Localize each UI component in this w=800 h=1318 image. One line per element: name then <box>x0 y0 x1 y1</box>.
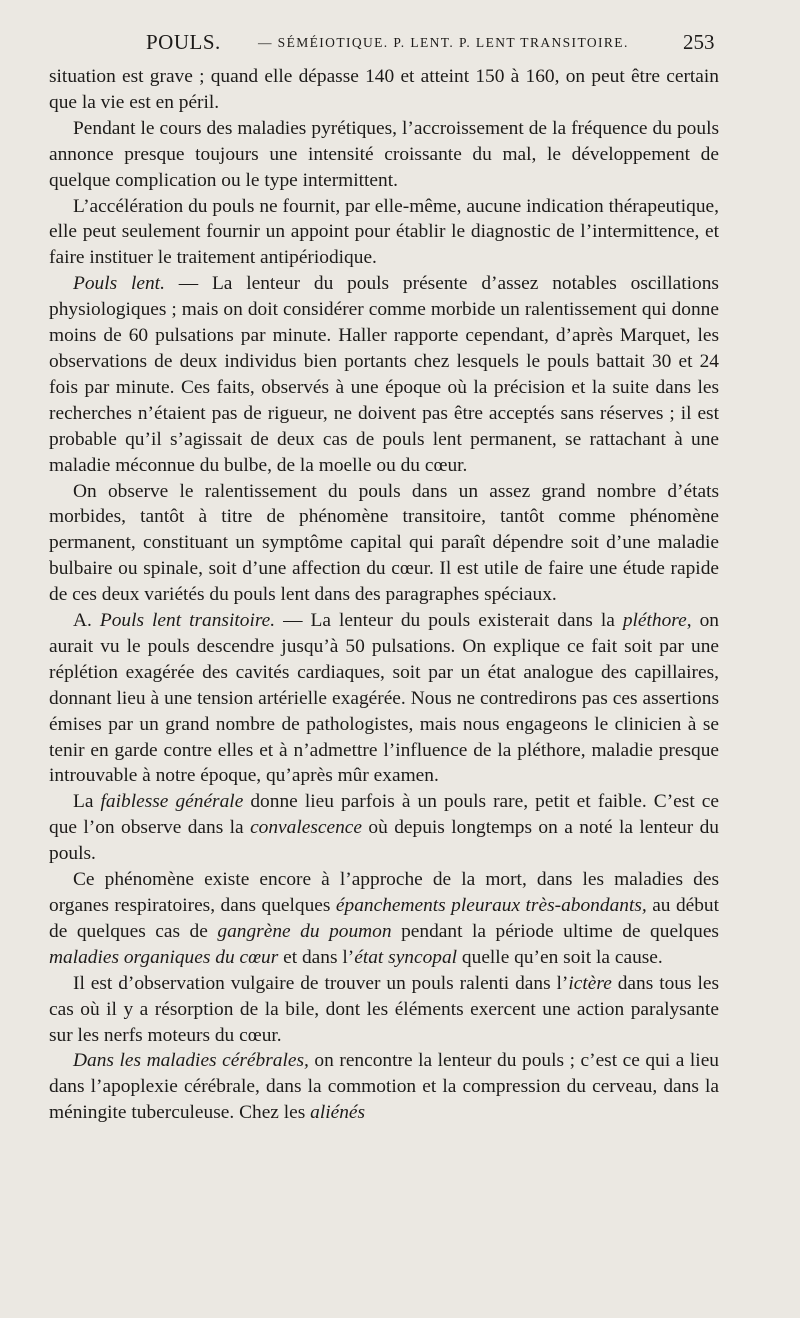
text-run: La <box>73 791 101 813</box>
paragraph <box>49 608 719 789</box>
paragraph <box>49 271 719 478</box>
header-title: POULS. <box>146 30 221 54</box>
text-run: où depuis longtemps on a noté la lenteur du pouls. <box>49 817 720 865</box>
text-run: quelle qu’en soit la cause. <box>457 946 663 968</box>
text-run: dans tous les cas où il y a résorption de la bile, dont les éléments exercent une action paralysante sur les nerfs moteurs du cœur. <box>49 972 719 1046</box>
text-run: A. <box>73 610 100 632</box>
italic-run: pléthore <box>622 610 687 632</box>
paragraph <box>49 194 719 272</box>
italic-run: ictère <box>568 972 612 994</box>
text-run: au début de quelques cas de <box>49 895 720 942</box>
italic-run: Dans les maladies cérébrales, <box>73 1050 309 1072</box>
text-run: Ce phénomène existe encore à l’approche de la mort, dans les maladies des organes respiratoires, dans quelques <box>49 869 719 916</box>
italic-run: gangrène du poumon <box>217 920 392 942</box>
paragraph <box>49 64 719 116</box>
italic-run: Pouls lent. <box>73 273 165 295</box>
text-run: et dans l’ <box>278 946 355 968</box>
paragraph <box>49 1048 719 1126</box>
paragraph <box>49 867 719 971</box>
text-run: L’accélération du pouls ne fournit, par elle-même, aucune indication thérapeutique, elle peut seulement fournir un appoint pour établir le diagnostic de l’intermittence, et faire instituer le traitement antipériodique. <box>49 195 719 269</box>
italic-run: convalescence <box>250 817 363 839</box>
paragraph <box>49 789 719 867</box>
text-run: on rencontre la lenteur du pouls ; c’est ce qui a lieu dans l’apoplexie cérébrale, dans la commotion et la compression du cerveau, dans la méningite tuberculeuse. Chez les <box>49 1050 719 1124</box>
italic-run: maladies organiques du cœur <box>49 946 279 968</box>
page-number: 253 <box>683 30 715 54</box>
text-run: situation est grave ; quand elle dépasse 140 et atteint 150 à 160, on peut être certain que la vie est en péril. <box>49 66 719 113</box>
paragraph <box>49 116 719 194</box>
italic-run: aliénés <box>310 1102 366 1124</box>
running-header <box>0 30 800 60</box>
paragraph <box>49 971 719 1049</box>
text-run: Pendant le cours des maladies pyrétiques, l’accroissement de la fréquence du pouls annonce presque toujours une intensité croissante du mal, le développement de quelque complication ou le type intermittent. <box>49 117 719 191</box>
header-subtitle: — SÉMÉIOTIQUE. P. LENT. P. LENT TRANSITOIRE. <box>258 35 629 50</box>
text-run: — La lenteur du pouls présente d’assez notables oscillations physiologiques ; mais on doit considérer comme morbide un ralentissement qui donne moins de 60 pulsations par minute. Haller rapporte cependant, d’après Marquet, les observations de deux individus bien portants chez lesquels le pouls battait 30 et 24 fois par minute. Ces faits, observés à une époque où la précision et la suite dans les recherches n’étaient pas de rigueur, ne doivent pas être acceptés sans réserves ; il est probable qu’il s’agissait de deux cas de pouls lent permanent, se rattachant à une maladie méconnue du bulbe, de la moelle ou du cœur. <box>49 273 719 476</box>
italic-run: faiblesse générale <box>100 791 244 813</box>
paragraph <box>49 479 719 609</box>
body-text <box>49 64 719 1126</box>
text-run: , on aurait vu le pouls descendre jusqu’à 50 pulsations. On explique ce fait soit par une réplétion exagérée des cavités cardiaques, soit par un état analogue des capillaires, donnant lieu à une tension artérielle exagérée. Nous ne contredirons pas ces assertions émises par un grand nombre de pathologistes, mais nous engageons le clinicien à se tenir en garde contre elles et à n’admettre l’influence de la pléthore, maladie presque introuvable à notre époque, qu’après mûr examen. <box>49 610 719 787</box>
text-run: — La lenteur du pouls existerait dans la <box>275 610 623 632</box>
italic-run: épanchements pleuraux très-abondants, <box>335 895 647 916</box>
text-run: pendant la période ultime de quelques <box>391 920 719 942</box>
text-run: On observe le ralentissement du pouls dans un assez grand nombre d’états morbides, tantôt à titre de phénomène transitoire, tantôt comme phénomène permanent, constituant un symptôme capital qui paraît dépendre soit d’une maladie bulbaire ou spinale, soit d’une affection du cœur. Il est utile de faire une étude rapide de ces deux variétés du pouls lent dans des paragraphes spéciaux. <box>49 480 719 606</box>
italic-run: état syncopal <box>354 946 458 968</box>
text-run: Il est d’observation vulgaire de trouver un pouls ralenti dans l’ <box>73 972 569 994</box>
text-run: donne lieu parfois à un pouls rare, petit et faible. C’est ce que l’on observe dans la <box>49 791 719 839</box>
italic-run: Pouls lent transitoire. <box>99 610 276 632</box>
